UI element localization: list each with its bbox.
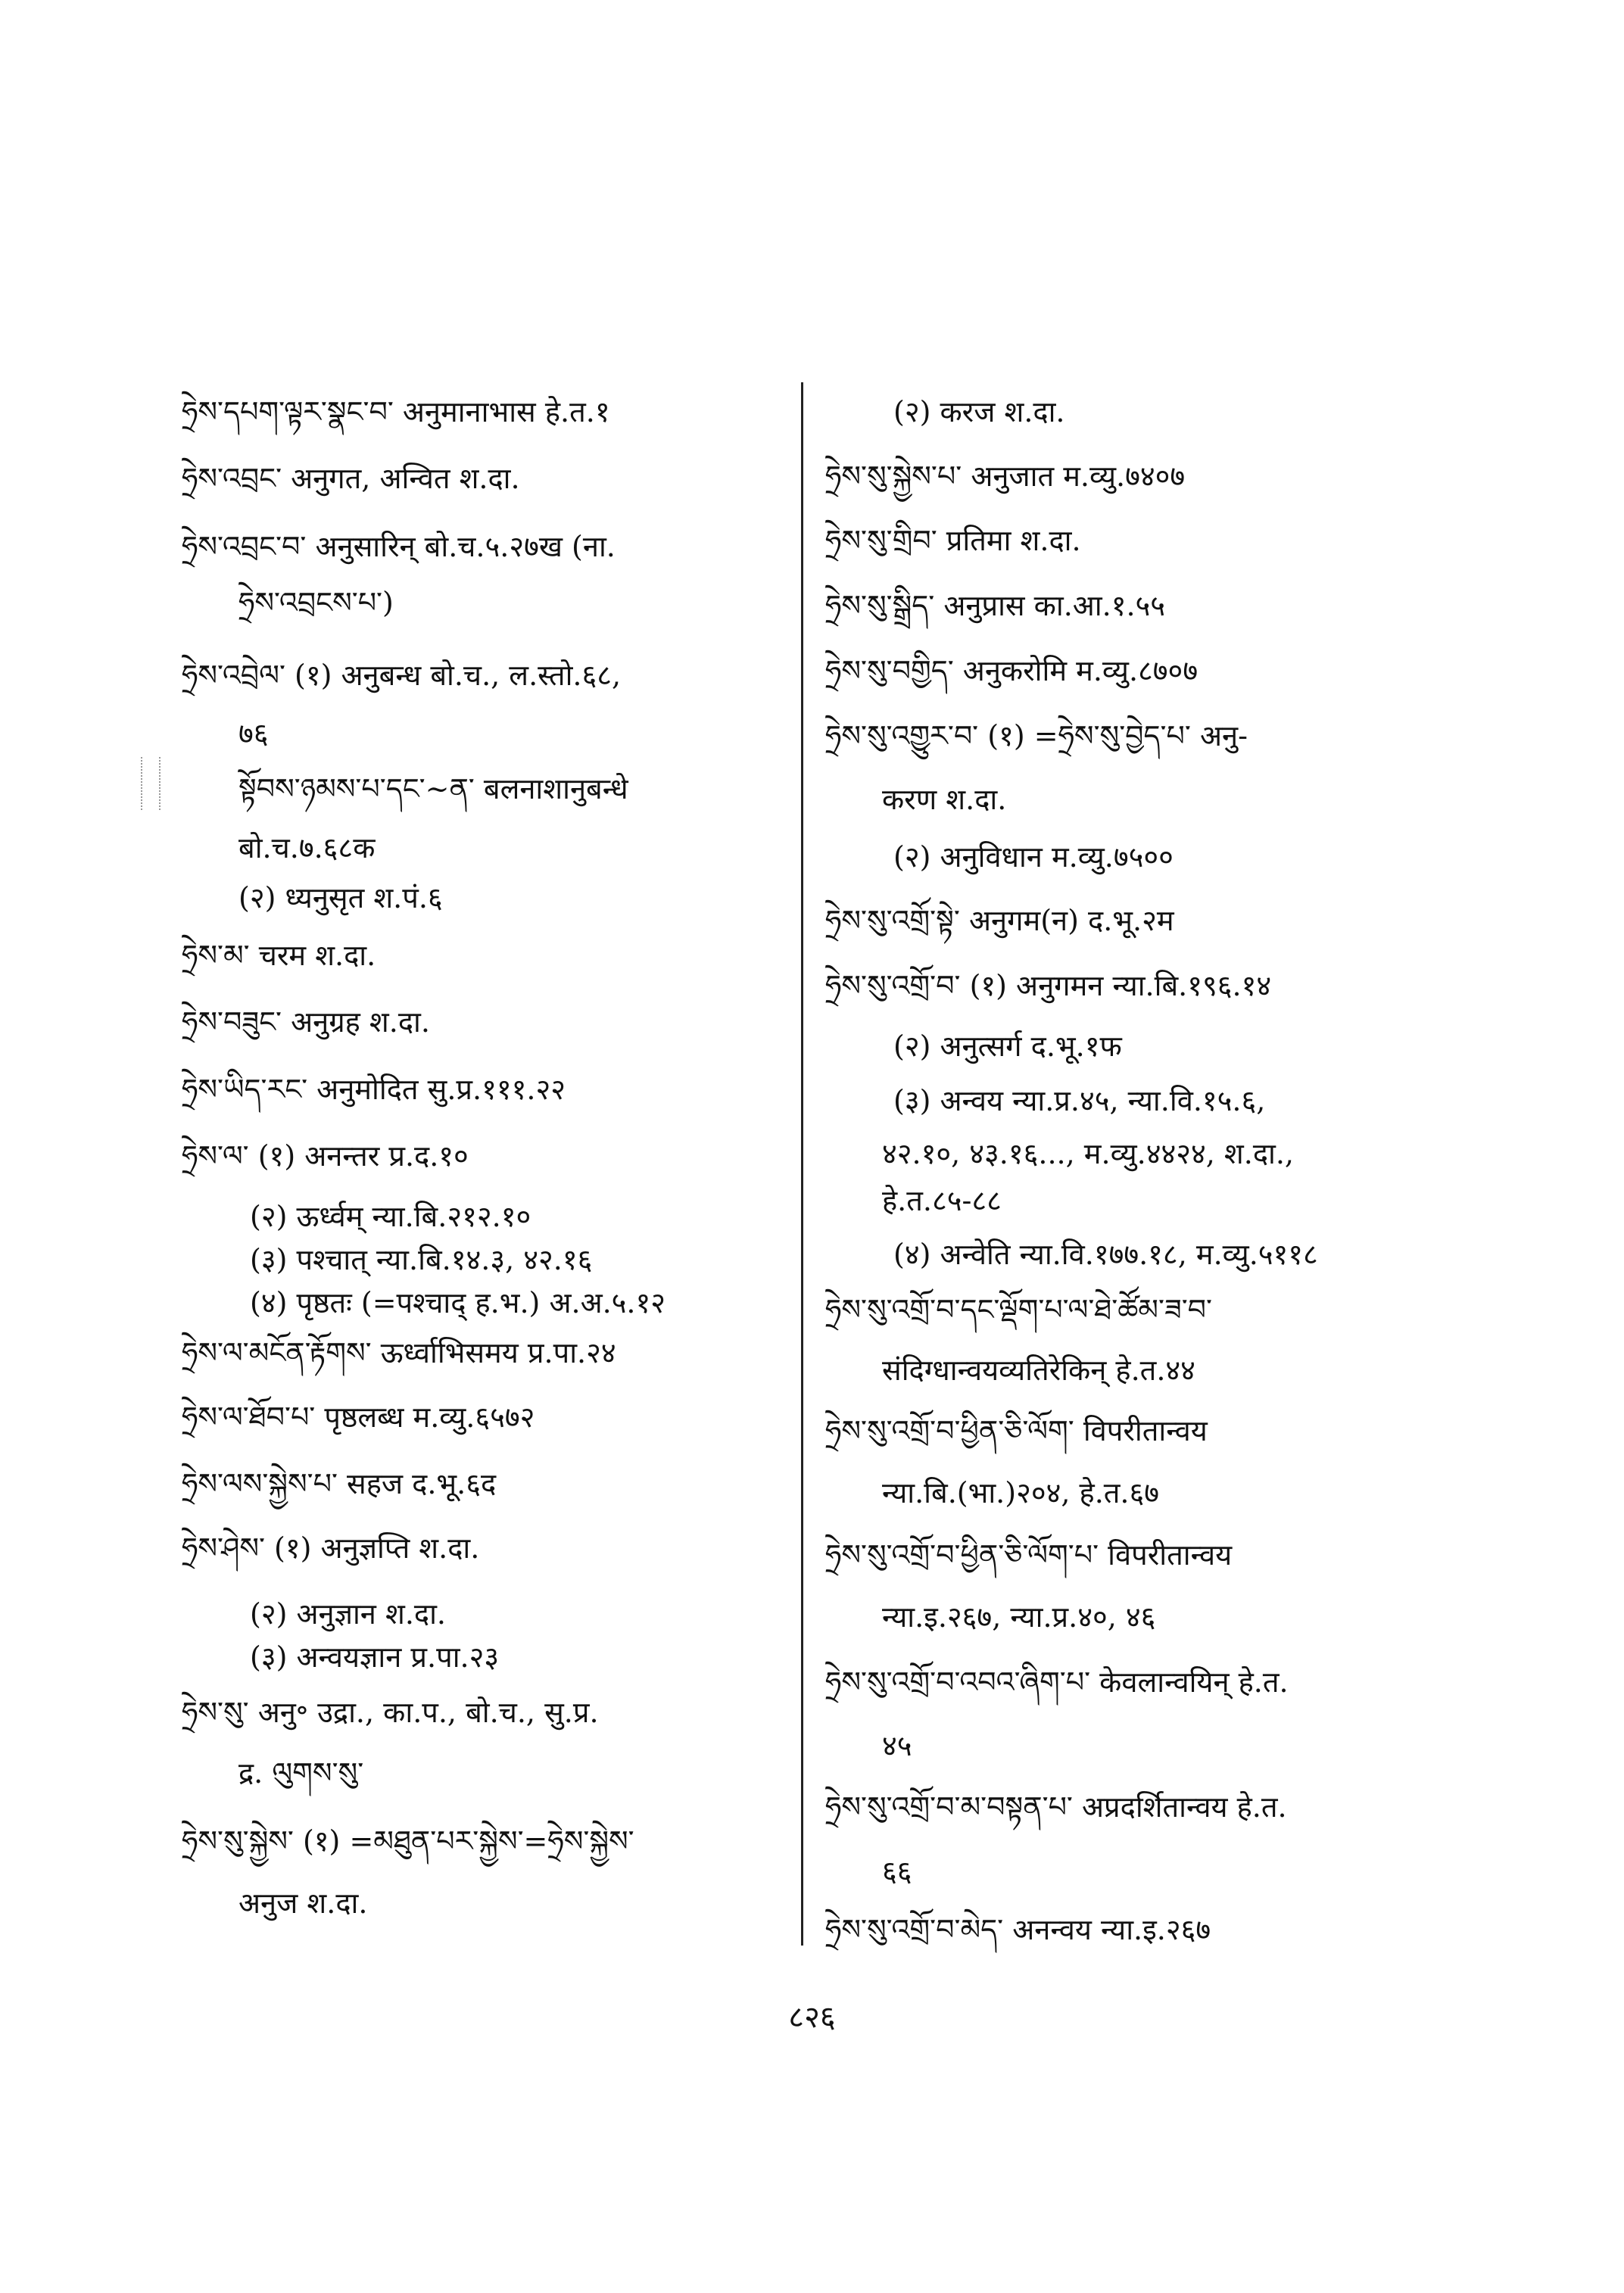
entry: ཧྲེས་སུ་འགྲོ་བ་དང་ལྡོག་པ་ལ་ཐེ་ཚོམ་ཟ་བ་ — [825, 1293, 1213, 1326]
entry: ཧྲེས་སུ་ अनु॰ उद्रा., का.प., बो.च., सु.प्र. — [182, 1696, 599, 1729]
column-divider — [801, 382, 803, 1946]
entry: (२) ऊर्ध्वम् न्या.बि.२१२.१० — [250, 1200, 531, 1233]
entry: ཧྲེས་སུ་འགྲོ་བ་ (१) अनुगमन न्या.बि.१९६.१४ — [825, 969, 1272, 1002]
entry: द्र. ལུགས་སུ་ — [238, 1756, 364, 1790]
entry: ४२.१०, ४३.१६..., म.व्यु.४४२४, श.दा., — [882, 1137, 1295, 1170]
entry: (४) पृष्ठतः (=पश्चाद् ह.भ.) अ.अ.५.१२ — [250, 1286, 666, 1319]
entry: (२) अनुत्सर्ग द.भू.१फ — [893, 1030, 1122, 1063]
entry: (४) अन्वेति न्या.वि.१७७.१८, म.व्यु.५११८ — [893, 1238, 1318, 1271]
entry: अनुज श.दा. — [238, 1886, 368, 1920]
entry: ཧྲེས་སུ་འགྲོ་བ་མེད་ अनन्वय न्या.इ.२६७ — [825, 1913, 1211, 1946]
entry: ६६ — [882, 1855, 912, 1888]
entry: हे.त.८५-८८ — [882, 1184, 1002, 1217]
entry: ཧྲེས་བཟུང་ अनुग्रह श.दा. — [182, 1005, 430, 1039]
margin-marks — [141, 757, 161, 810]
entry: ཧྲེས་དཔག་ལྟར་སྣང་བ་ अनुमानाभास हे.त.१ — [182, 395, 610, 428]
entry: ཧྲེས་སུ་འགྲོ་སྟེ་ अनुगम(न) द.भू.२म — [825, 904, 1174, 937]
entry: न्या.इ.२६७, न्या.प्र.४०, ४६ — [882, 1600, 1156, 1634]
entry: ཧྲེས་ལ་མངོན་རྟོགས་ ऊर्ध्वाभिसमय प्र.पा.२४ — [182, 1336, 616, 1369]
entry: ཧྲེས་སུ་འགྲོ་བ་ཕྱིན་ཅི་ལོག་ विपरीतान्वय — [825, 1414, 1208, 1447]
entry: ཧྲེས་སུ་སྐྱེས་པ་ अनुजात म.व्यु.७४०७ — [825, 460, 1186, 493]
entry: ཧྲེས་སུ་འགྱུར་བ་ (१) =ཧྲེས་སུ་བྱེད་པ་ अनु- — [825, 719, 1248, 752]
entry: बो.च.७.६८क — [238, 831, 376, 865]
entry: (२) अनुविधान म.व्यु.७५०० — [893, 840, 1174, 874]
entry: ཧྲེས་འབྲང་བ་ अनुसारिन् बो.च.५.२७ख (ना. — [182, 530, 616, 563]
entry: སྟོབས་ཉམས་པ་དང་~ན་ बलनाशानुबन्धे — [238, 772, 628, 805]
entry: ཧྲེས་སུ་བགྱིད་ अनुकरोमि म.व्यु.८७०७ — [825, 654, 1199, 687]
entry: ७६ — [238, 717, 269, 750]
entry: ཧྲེས་ལ་ཐོབ་པ་ पृष्ठलब्ध म.व्यु.६५७२ — [182, 1400, 535, 1434]
entry: ཧྲེས་འབྲེལ་ (१) अनुबन्ध बो.च., ल.स्तो.६८, — [182, 659, 622, 692]
entry: (३) पश्चात् न्या.बि.१४.३, ४२.१६ — [250, 1243, 593, 1276]
entry: ཧྲེས་མ་ चरम श.दा. — [182, 939, 376, 972]
entry: ཧྲེས་འབྲང་ अनुगत, अन्वित श.दा. — [182, 462, 520, 495]
entry: ཧྲེས་ཤེས་ (१) अनुज्ञप्ति श.दा. — [182, 1531, 480, 1565]
entry: ཧྲེས་སུ་འགྲོ་བ་མ་བསྟན་པ་ अप्रदर्शितान्वय हे.त. — [825, 1790, 1287, 1824]
entry: ཧྲེས་སུ་འགྲོ་བ་ཕྱིན་ཅི་ལོག་པ་ विपरीतान्वय — [825, 1538, 1233, 1572]
entry: न्या.बि.(भा.)२०४, हे.त.६७ — [882, 1476, 1160, 1509]
entry: ཧྲེས་ལས་སྐྱེས་པ་ सहज द.भू.६द — [182, 1467, 497, 1500]
page-number: ८२६ — [788, 2000, 836, 2035]
entry: (२) ध्यनुसृत श.पं.६ — [238, 881, 443, 914]
entry: करण श.दा. — [882, 783, 1007, 816]
entry: ཧྲེས་འབྲངས་པ་) — [238, 586, 394, 619]
entry: ཧྲེས་སུ་སྒྲིད་ अनुप्रास का.आ.१.५५ — [825, 589, 1166, 622]
entry: (२) करज श.दा. — [893, 395, 1065, 428]
entry: (३) अन्वयज्ञान प्र.पा.२३ — [250, 1640, 500, 1674]
entry: (२) अनुज्ञान श.दा. — [250, 1597, 446, 1631]
entry: ཧྲེས་ཡིད་རང་ अनुमोदित सु.प्र.१११.२२ — [182, 1073, 566, 1106]
entry: ཧྲེས་སུ་སྐྱེས་ (१) =མཐུན་པར་སྐྱེས་=ཧྲེས་སྐྱེས་ — [182, 1824, 634, 1858]
entry: संदिग्धान्वयव्यतिरेकिन् हे.त.४४ — [882, 1354, 1195, 1387]
entry: ཧྲེས་སུ་གྲིབ་ प्रतिमा श.दा. — [825, 524, 1081, 557]
entry: ཧྲེས་ལ་ (१) अनन्तर प्र.द.१० — [182, 1139, 469, 1173]
entry: (३) अन्वय न्या.प्र.४५, न्या.वि.१५.६, — [893, 1084, 1266, 1117]
entry: ४५ — [882, 1729, 912, 1762]
entry: ཧྲེས་སུ་འགྲོ་བ་འབའ་ཞིག་པ་ केवलान्वयिन् हे.त. — [825, 1665, 1289, 1699]
